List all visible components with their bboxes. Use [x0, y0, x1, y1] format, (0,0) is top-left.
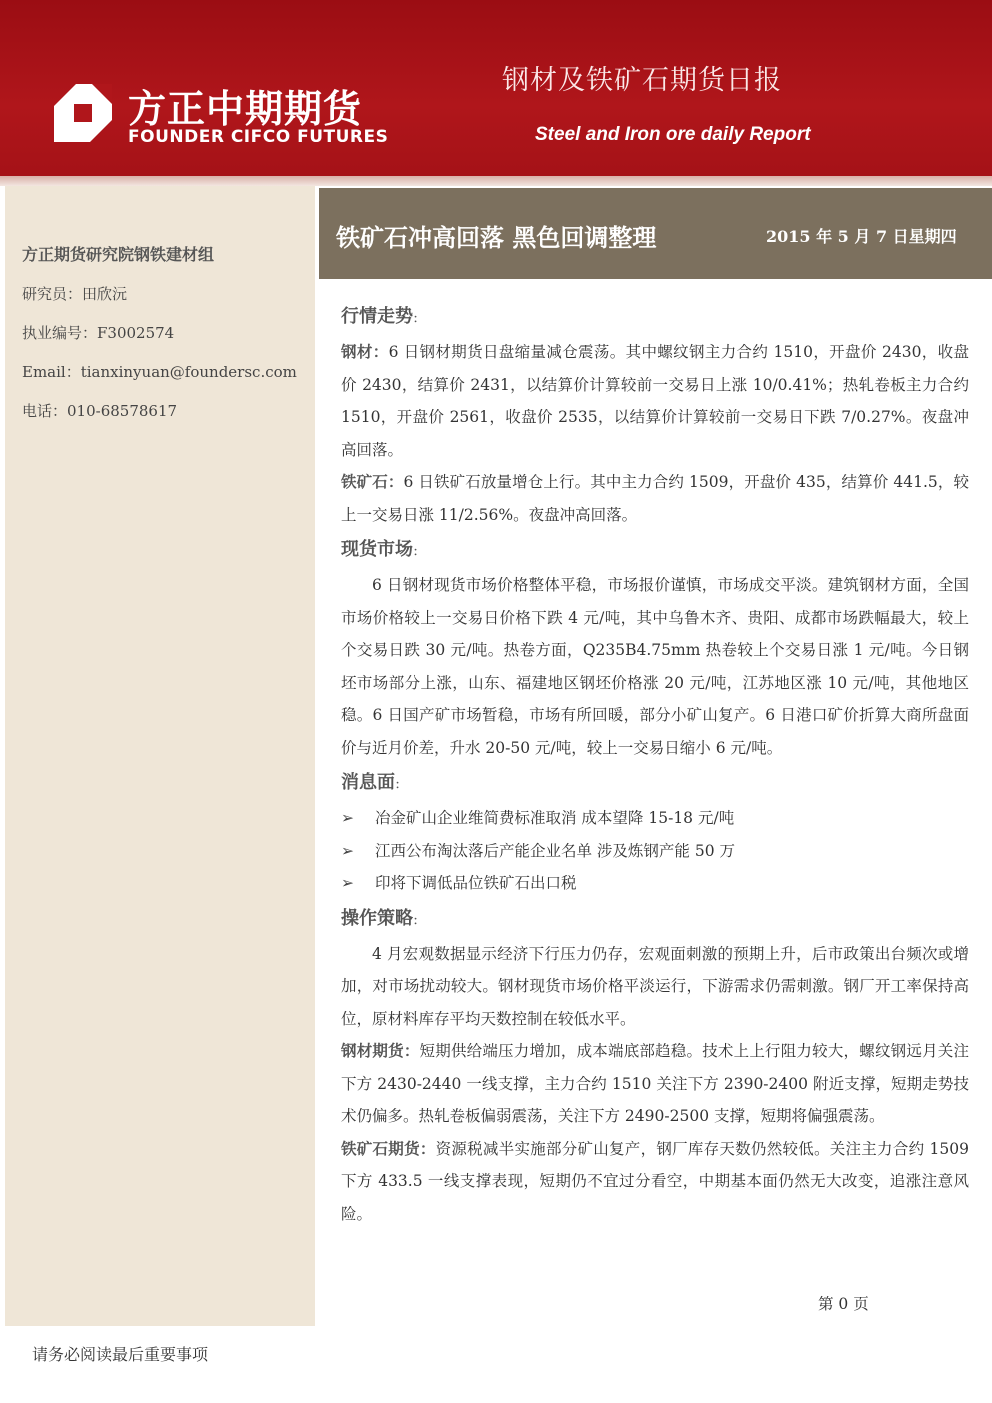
company-name-en: FOUNDER CIFCO FUTURES — [128, 127, 389, 147]
iron-lead: 铁矿石： — [341, 472, 404, 491]
steel-lead: 钢材： — [341, 342, 389, 361]
page-number: 第 0 页 — [818, 1295, 869, 1313]
bullet-arrow-icon: ➢ — [341, 841, 354, 860]
analyst-email[interactable]: Email：tianxinyuan@foundersc.com — [22, 363, 297, 381]
report-body — [341, 298, 969, 1230]
analyst-name: 研究员：田欣沅 — [22, 285, 128, 303]
strategy-intro-paragraph: 4 月宏观数据显示经济下行压力仍存，宏观面刺激的预期上升，后市政策出台频次或增加，对市场扰动较大。钢材现货市场价格平淡运行，下游需求仍需刺激。钢厂开工率保持高位，原材料库存平均天数控制在较低水平。 — [341, 944, 969, 1028]
section-heading-spot: 现货市场： — [341, 539, 424, 560]
analyst-phone: 电话：010-68578617 — [22, 402, 178, 420]
steel-strategy-lead: 钢材期货： — [341, 1041, 420, 1060]
news-item: ➢ 江西公布淘汰落后产能企业名单 涉及炼钢产能 50 万 — [341, 835, 969, 868]
spot-market-paragraph: 6 日钢材现货市场价格整体平稳，市场报价谨慎，市场成交平淡。建筑钢材方面，全国市场价格较上一交易日价格下跌 4 元/吨，其中乌鲁木齐、贵阳、成都市场跌幅最大，较上个交易日跌 30 元/吨。热卷方面，Q235B4.75mm 热卷较上个交易日涨 1 元/吨。今日钢坯市场部分上涨，山东、福建地区钢坯价格涨 20 元/吨，江苏地区涨 10 元/吨，其他地区稳。6 日国产矿市场暂稳，市场有所回暖，部分小矿山复产。6 日港口矿价折算大商所盘面价与近月价差，升水 20-50 元/吨，较上一交易日缩小 6 元/吨。 — [341, 576, 969, 757]
founder-logo-icon — [54, 84, 112, 142]
company-name-cn: 方正中期期货 — [128, 87, 363, 131]
sidebar — [5, 186, 315, 1326]
header-divider — [0, 176, 992, 186]
bullet-arrow-icon: ➢ — [341, 874, 354, 892]
steel-futures-paragraph: 钢材：6 日钢材期货日盘缩量减仓震荡。其中螺纹钢主力合约 1510，开盘价 2430，收盘价 2430，结算价 2431，以结算价计算较前一交易日上涨 10/0.41%；热轧卷板主力合约 1510，开盘价 2561，收盘价 2535，以结算价计算较前一交易日下跌 7/0.27%。夜盘冲高回落。 — [341, 342, 969, 459]
iron-strategy-paragraph: 铁矿石期货：资源税减半实施部分矿山复产，钢厂库存天数仍然较低。关注主力合约 1509 下方 433.5 一线支撑表现，短期仍不宜过分看空，中期基本面仍然无大改变，追涨注意风险。 — [341, 1138, 969, 1223]
news-item: ➢ 印将下调低品位铁矿石出口税 — [341, 867, 969, 900]
steel-strategy-paragraph: 钢材期货：短期供给端压力增加，成本端底部趋稳。技术上上行阻力较大，螺纹钢远月关注下方 2430-2440 一线支撑，主力合约 1510 关注下方 2390-2400 附近支撑，短期走势技术仍偏多。热轧卷板偏弱震荡，关注下方 2490-2500 支撑，短期将偏强震荡。 — [341, 1041, 969, 1125]
section-heading-strategy: 操作策略： — [341, 907, 424, 929]
section-heading-market: 行情走势： — [341, 306, 424, 327]
disclaimer-note: 请务必阅读最后重要事项 — [32, 1345, 209, 1364]
iron-ore-paragraph: 铁矿石：6 日铁矿石放量增仓上行。其中主力合约 1509，开盘价 435，结算价 441.5，较上一交易日涨 11/2.56%。夜盘冲高回落。 — [341, 472, 969, 524]
report-date: 2015 年 5 月 7 日星期四 — [766, 227, 957, 246]
news-item: ➢ 冶金矿山企业维简费标准取消 成本望降 15-18 元/吨 — [341, 802, 969, 835]
iron-strategy-lead: 铁矿石期货： — [341, 1138, 436, 1158]
report-subtitle: Steel and Iron ore daily Report — [535, 124, 811, 145]
bullet-arrow-icon: ➢ — [341, 809, 354, 827]
headline: 铁矿石冲高回落 黑色回调整理 — [336, 223, 657, 252]
report-title: 钢材及铁矿石期货日报 — [502, 65, 782, 96]
research-group: 方正期货研究院钢铁建材组 — [22, 245, 215, 264]
license-number: 执业编号：F3002574 — [22, 324, 175, 342]
section-heading-news: 消息面： — [341, 772, 406, 793]
